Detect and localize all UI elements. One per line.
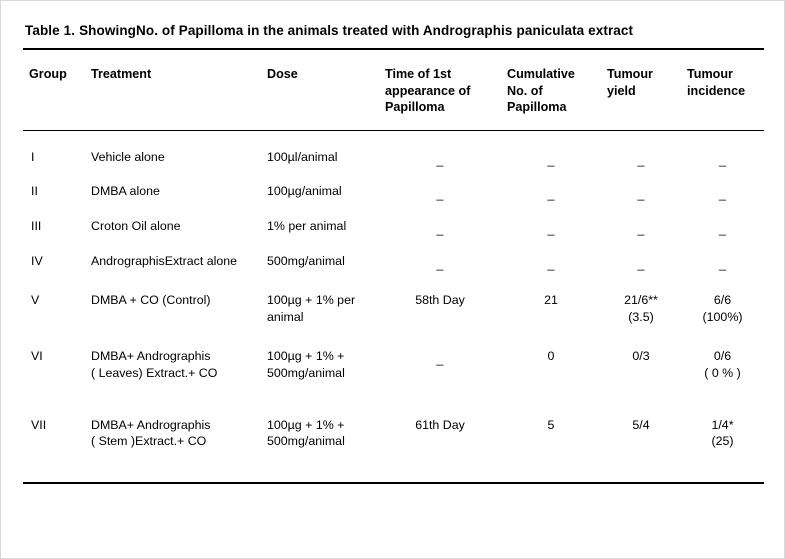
cell-treatment: Croton Oil alone — [91, 219, 181, 234]
table-row — [23, 339, 764, 407]
column-header-tumour-yield: Tumour yield — [607, 67, 653, 98]
table-caption — [23, 19, 762, 48]
cell-dose: 100µl/animal — [267, 149, 338, 164]
cell-yield: _ — [637, 256, 645, 271]
table-caption-label: Table 1. — [25, 23, 76, 38]
table-row — [23, 244, 764, 284]
cell-time: _ — [436, 256, 444, 271]
cell-time: _ — [436, 222, 444, 237]
table-caption-text-b: paniculata extract — [516, 23, 634, 38]
column-header-dose: Dose — [267, 67, 298, 81]
cell-incidence: _ — [719, 152, 726, 167]
cell-group: VII — [31, 417, 47, 432]
cell-cumulative: _ — [547, 222, 555, 237]
cell-time: _ — [436, 187, 444, 202]
cell-incidence: _ — [719, 256, 726, 271]
cell-group: II — [31, 184, 38, 199]
cell-dose: 100µg + 1% + 500mg/animal — [267, 417, 345, 449]
cell-cumulative: 21 — [544, 293, 558, 308]
table-row — [23, 130, 764, 174]
cell-time: 58th Day — [415, 293, 465, 308]
table-caption-text-a: ShowingNo. of Papilloma in the animals treated with Andrographis — [79, 23, 513, 38]
cell-group: I — [31, 149, 35, 164]
cell-dose: 1% per animal — [267, 219, 347, 234]
cell-cumulative: _ — [547, 187, 555, 202]
cell-dose: 100µg/animal — [267, 184, 342, 199]
table-header-row — [23, 49, 764, 130]
column-header-time-of-first-appearance: Time of 1st appearance of Papilloma — [385, 67, 471, 115]
cell-yield: _ — [637, 187, 645, 202]
cell-group: V — [31, 293, 40, 308]
cell-time: 61th Day — [415, 417, 465, 432]
cell-group: III — [31, 219, 42, 234]
cell-incidence: _ — [719, 222, 726, 237]
table-bottom-rule — [23, 482, 764, 484]
cell-cumulative: 0 — [547, 349, 555, 364]
papilloma-results-table — [23, 48, 764, 476]
cell-time: _ — [436, 152, 444, 167]
cell-treatment: AndrographisExtract alone — [91, 253, 238, 268]
cell-treatment: DMBA + CO (Control) — [91, 293, 211, 308]
column-header-treatment: Treatment — [91, 67, 152, 81]
table-row — [23, 209, 764, 244]
cell-treatment: DMBA+ Andrographis ( Leaves) Extract.+ CO — [91, 349, 218, 381]
cell-cumulative: _ — [547, 152, 555, 167]
cell-incidence: _ — [719, 187, 726, 202]
cell-yield: 0/3 — [632, 349, 650, 364]
column-header-cumulative-number: Cumulative No. of Papilloma — [507, 67, 575, 115]
cell-yield: _ — [637, 152, 645, 167]
cell-incidence: 1/4* (25) — [711, 417, 734, 449]
cell-treatment: DMBA alone — [91, 184, 160, 199]
cell-yield: 5/4 — [632, 417, 650, 432]
cell-dose: 100µg + 1% per animal — [267, 293, 356, 324]
cell-yield: 21/6** (3.5) — [624, 293, 658, 324]
table-row — [23, 174, 764, 209]
cell-incidence: 0/6 ( 0 % ) — [704, 349, 741, 381]
cell-yield: _ — [637, 222, 645, 237]
cell-incidence: 6/6 (100%) — [702, 293, 743, 324]
cell-cumulative: 5 — [547, 417, 555, 432]
column-header-tumour-incidence: Tumour incidence — [687, 67, 746, 98]
cell-time: _ — [436, 352, 444, 367]
table-row — [23, 408, 764, 476]
cell-group: IV — [31, 253, 43, 268]
cell-dose: 100µg + 1% + 500mg/animal — [267, 349, 345, 381]
cell-cumulative: _ — [547, 256, 555, 271]
column-header-group: Group — [29, 67, 67, 81]
cell-dose: 500mg/animal — [267, 253, 345, 268]
table-row — [23, 283, 764, 339]
cell-treatment: DMBA+ Andrographis ( Stem )Extract.+ CO — [91, 417, 211, 449]
cell-group: VI — [31, 349, 43, 364]
cell-treatment: Vehicle alone — [91, 149, 165, 164]
